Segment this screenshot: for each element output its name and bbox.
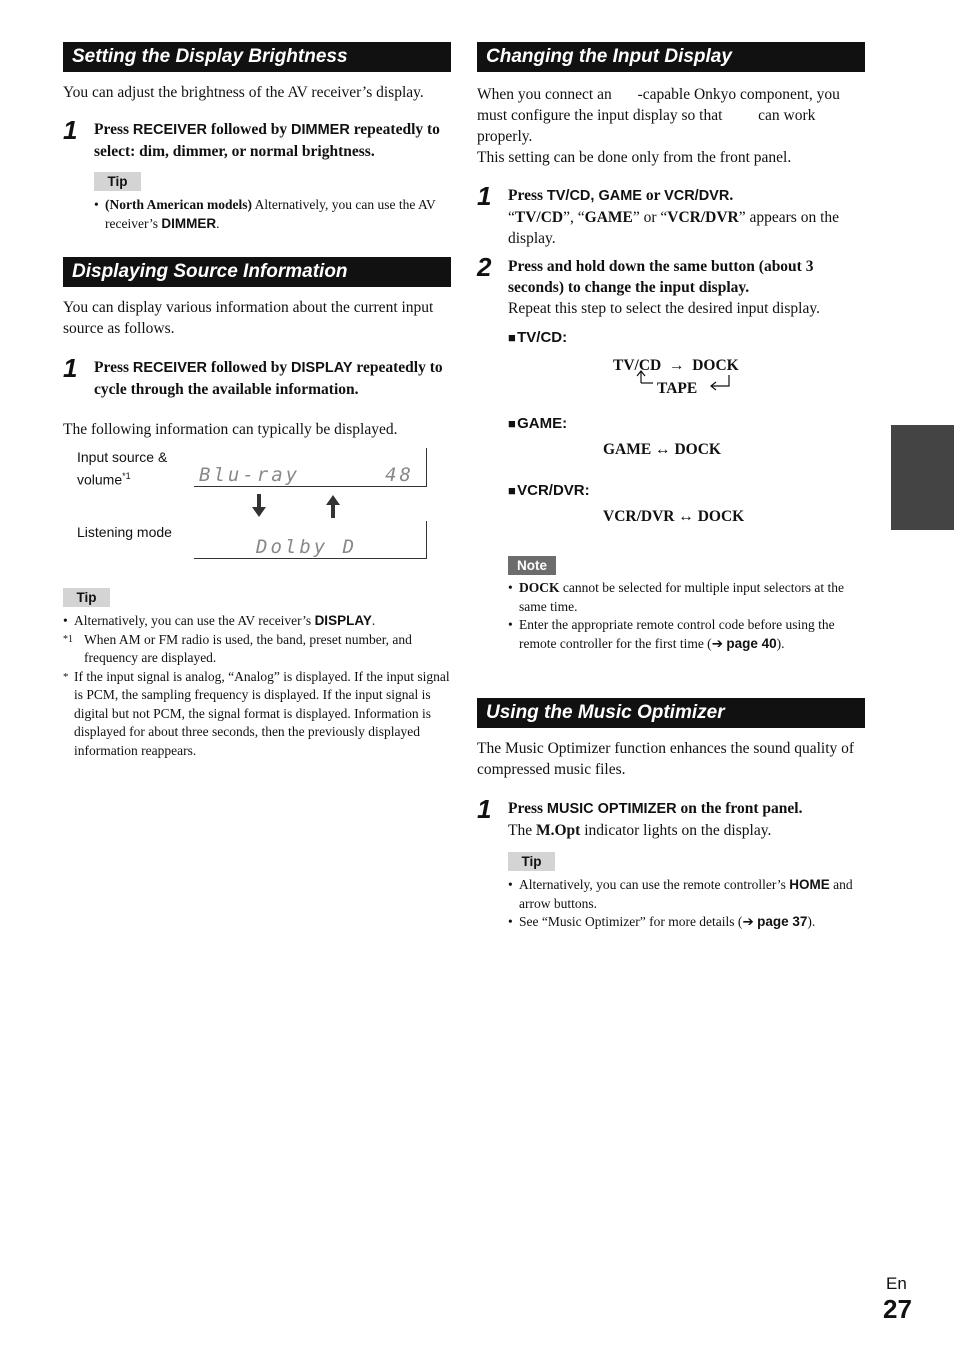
tip-badge: Tip (94, 172, 141, 191)
chapter-side-tab (891, 425, 954, 530)
vcrdvr-sequence: VCR/DVR ↔ DOCK (603, 508, 745, 525)
section-title-brightness: Setting the Display Brightness (63, 42, 451, 72)
step-number: 2 (477, 252, 492, 282)
diagram-label-input: Input source & volume$^{*1}$ (77, 449, 168, 488)
input-display-intro-2: This setting can be done only from the front panel. (477, 149, 792, 166)
lcd-display-2: Dolby D (194, 521, 427, 559)
input-step-1 (477, 181, 865, 249)
source-tip (63, 612, 451, 760)
return-arrow-icon (708, 372, 732, 392)
source-intro: You can display various information about the current input source as follows. (63, 299, 434, 337)
display-diagram (63, 448, 451, 560)
input-display-notes (508, 579, 865, 653)
step-number: 1 (63, 115, 78, 145)
tip-item: • Alternatively, you can use the AV receiver’s DISPLAY. (63, 612, 451, 631)
note-badge: Note (508, 556, 556, 575)
page-number: 27 (883, 1294, 912, 1324)
step-description: Repeat this step to select the desired input display. (508, 300, 820, 317)
section-title-source: Displaying Source Information (63, 257, 451, 287)
tip-item: • See “Music Optimizer” for more details (➔ page 37). (508, 913, 865, 932)
tip-badge-wrap (94, 172, 451, 191)
section-title-input-display: Changing the Input Display (477, 42, 865, 72)
arrow-down-icon (251, 494, 267, 518)
game-sequence: GAME ↔ DOCK (603, 441, 721, 458)
vcrdvr-heading: ■ VCR/DVR: (508, 482, 590, 499)
brightness-step-1 (63, 115, 451, 233)
left-column (63, 42, 451, 760)
game-heading: ■ GAME: (508, 415, 568, 432)
diagram-label-mode: Listening mode (77, 524, 172, 540)
step-number: 1 (63, 353, 78, 383)
tip-badge-wrap (63, 588, 451, 607)
following-text: The following information can typically be displayed. (63, 421, 398, 438)
input-step-2 (477, 252, 865, 653)
footnote-1: *1 When AM or FM radio is used, the band, preset number, and frequency are displayed. (63, 631, 412, 665)
step-title: Press RECEIVER followed by DIMMER repeatedly to select: dim, dimmer, or normal brightness. (94, 121, 440, 160)
step-description: “TV/CD”, “GAME” or “VCR/DVR” appears on the display. (508, 209, 840, 247)
tip-item: • (North American models) Alternatively, you can use the AV receiver’s DIMMER. (94, 196, 451, 233)
optimizer-tips (508, 876, 865, 932)
brightness-tip (94, 196, 451, 233)
tip-badge: Tip (508, 852, 555, 871)
lcd-display-1: Blu-ray 48 (194, 448, 427, 487)
optimizer-intro: The Music Optimizer function enhances the sound quality of compressed music files. (477, 740, 855, 778)
tip-badge-wrap (508, 852, 865, 871)
step-title: Press and hold down the same button (about 3 seconds) to change the input display. (508, 258, 814, 296)
note-item: • DOCK cannot be selected for multiple input selectors at the same time. (508, 579, 865, 616)
page-link[interactable]: page 37 (757, 914, 808, 929)
step-number: 1 (477, 794, 492, 824)
note-item: • Enter the appropriate remote control code before using the remote controller for the first time (➔ page 40). (508, 616, 865, 653)
right-column (477, 42, 865, 932)
input-display-intro: When you connect an -capable Onkyo component, you must configure the input display so that can work properly. (477, 86, 840, 145)
step-description: The M.Opt indicator lights on the display. (508, 822, 772, 839)
source-step-1 (63, 353, 451, 400)
tvcd-row-1: TV/CD → DOCK (613, 357, 739, 374)
brightness-intro: You can adjust the brightness of the AV receiver’s display. (63, 84, 424, 101)
tvcd-sequence (508, 346, 865, 410)
arrow-up-icon (325, 494, 341, 518)
step-number: 1 (477, 181, 492, 211)
page-link[interactable]: page 40 (726, 635, 777, 651)
tvcd-row-2: TAPE (657, 380, 698, 397)
return-arrow-icon (634, 368, 654, 388)
tip-item: • Alternatively, you can use the remote controller’s HOME and arrow buttons. (508, 876, 865, 913)
note-badge-wrap (508, 556, 865, 575)
section-title-optimizer: Using the Music Optimizer (477, 698, 865, 728)
tvcd-heading: ■ TV/CD: (508, 329, 568, 346)
tip-badge: Tip (63, 588, 110, 607)
step-title: Press TV/CD, GAME or VCR/DVR. (508, 187, 734, 204)
step-title: Press RECEIVER followed by DISPLAY repeatedly to cycle through the available information. (94, 359, 443, 398)
step-title: Press MUSIC OPTIMIZER on the front panel. (508, 800, 803, 817)
footnote-2: * If the input signal is analog, “Analog” is displayed. If the input signal is PCM, the sampling frequency is displayed. If the input signal is digital but not PCM, the signal format is displayed. Information is displayed for about three seconds, then the previously displayed information reappears. (63, 668, 450, 758)
page-language: En (886, 1274, 907, 1293)
optimizer-step-1 (477, 794, 865, 932)
